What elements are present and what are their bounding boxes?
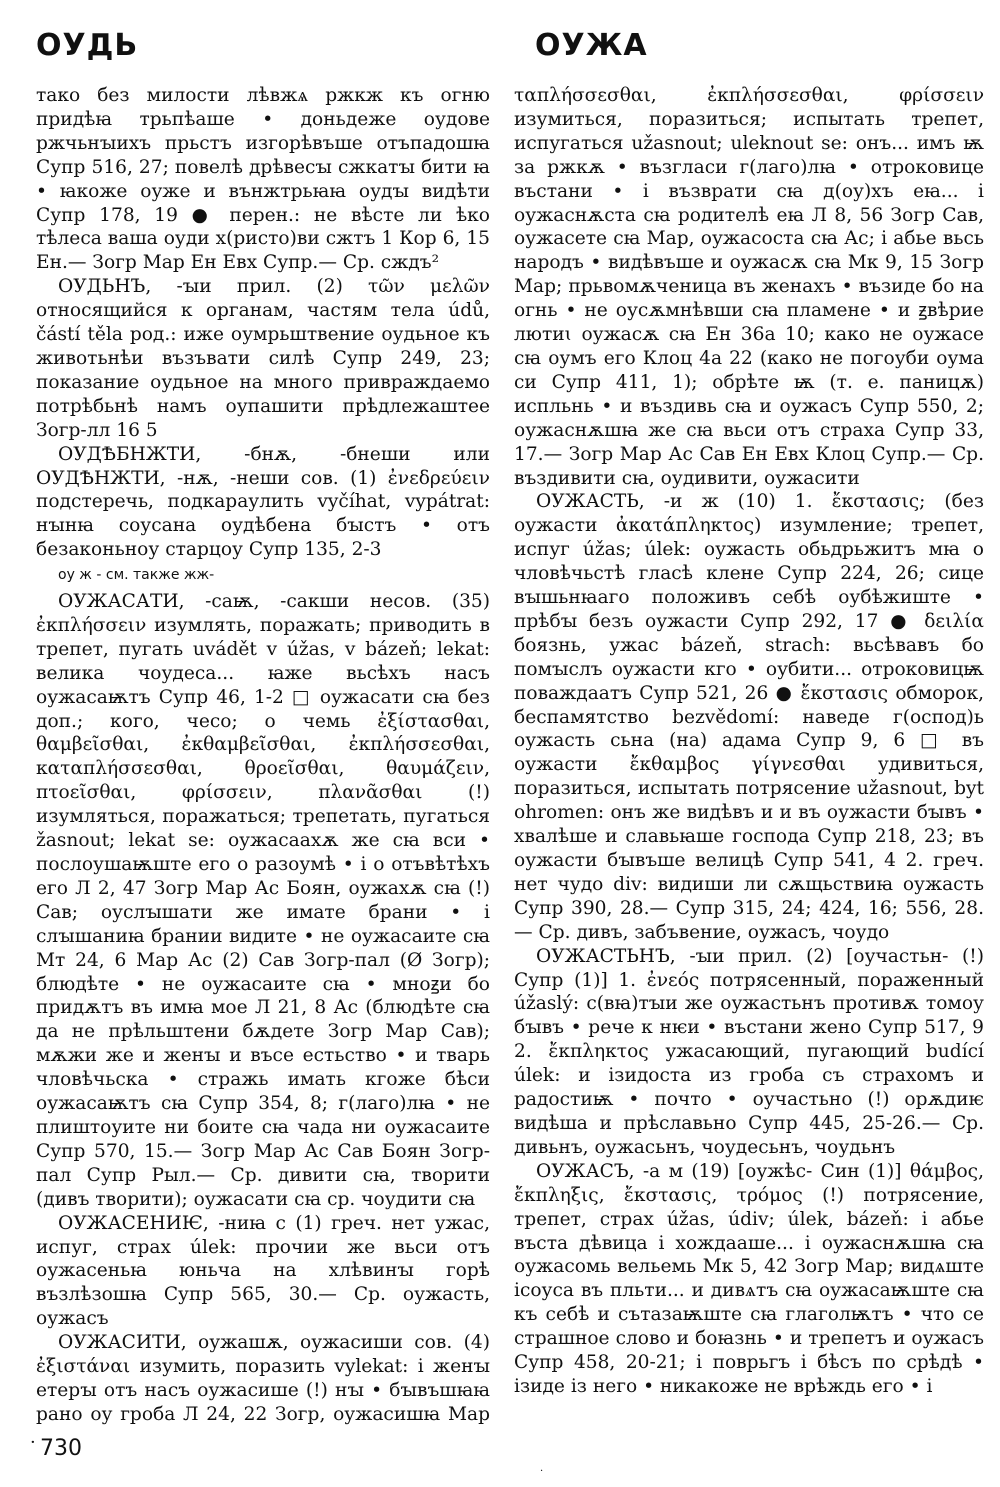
dictionary-entry: ОУЖАСЕНИѤ, -ниꙗ с (1) греч. нет ужас, испуг, страх úlek: прочии же вьси отъ оужасеньꙗ юньча на хлѣвинꙑ горѣ възлѣзошꙗ Супр 565, 30.— Ср. оужасть, оужасъ: [36, 1212, 490, 1330]
page-number: 730: [40, 1436, 82, 1461]
dictionary-entry: ОУДЬНЪ, -ꙑи прил. (2) τῶν μελῶν относящийся к органам, частям тела údů, částí těla род.: иже оумрьштвение оудьное къ животьнѣи възъвати силѣ Супр 249, 23; показание оудьное на много привраждаемо потрѣбьнѣ намъ оупашити прѣдлежаштее Зогр-лл 16 5: [36, 276, 490, 441]
dictionary-entry: ОУЖАСЪ, -а м (19) [оужѣс- Син (1)] θάμβος, ἔκπληξις, ἔκστασις, τρόμος (!) потрясение, трепет, страх úžas, údiv; úlek, bázeň: і абье въста дѣвица і хождааше... і оужаснѫшꙗ сꙗ оужасомь вельемь Мк 5, 42 Зогр Мар; видѧште ісоуса въ пльти... и дивѧтъ сꙗ оужасаѭште сꙗ къ себѣ и сътазаѭште сꙗ глаголѭтъ • что се страшное слово и боꙗзнь • и трепетъ и оужасъ Супр 458, 20-21; і поврьгъ і бѣсъ по срѣдѣ • ізиде із него • никакоже не врѣждь его • і: [514, 1160, 984, 1397]
dictionary-entry: ОУЖАСАТИ, -саѭ, -сакши несов. (35) ἐκπλήσσειν изумлять, поражать; приводить в трепет, пугать uvádět v úžas, v bázeň; lekat: велика чоудеса... ꙗже вьсѣхъ насъ оужасаѭтъ Супр 46, 1-2 □ оужасати сꙗ без доп.; кого, чесо; о чемь ἐξίστασθαι, θαμβεῖσθαι, ἐκθαμβεῖσθαι, ἐκπλήσσεσθαι, καταπλήσσεσθαι, θροεῖσθαι, θαυμάζειν, πτοεῖσθαι, φρίσσειν, πλανᾶσθαι (!) изумляться, поражаться; трепетать, пугаться žasnout; lekat se: оужасаахѫ же сꙗ вси • послоушаѭште его о разоумѣ • і о отъвѣтѣхъ его Л 2, 47 Зогр Мар Ас Боян, оужахѫ сꙗ (!) Сав; оуслꙑшати же имате брани • і слꙑшаниꙗ брании видите • не оужасаите сꙗ Мт 24, 6 Мар Ас (2) Сав Зогр-пал (Ø Зогр); блюдѣте • не оужасаите сꙗ • мноꙃи бо придѫтъ въ имꙗ мое Л 21, 8 Ас (блюдѣте сꙗ да не прѣльштени бѫдете Зогр Мар Сав); мѫжи же и женꙑ и въсе естьство • и тварь чловѣчьска • стражь имать кгоже бѣси оужасаѭтъ сꙗ Супр 354, 8; г(лаго)лꙗ • не плиштоуите ни боите сꙗ чада ни оужасаите Супр 570, 15.— Зогр Мар Ас Сав Боян Зогр-пал Супр Рыл.— Ср. дивити сꙗ, творити (дивъ творити); оужасати сꙗ ср. чоудити сꙗ: [36, 591, 490, 1210]
left-column: [36, 84, 490, 1429]
footer-dot: ·: [540, 1466, 544, 1477]
dictionary-entry: ОУДѢБНЖТИ, -бнѫ, -бнеши или ОУДѢНЖТИ, -нѫ, -неши сов. (1) ἐνεδρεύειν подстеречь, подкараулить vyčíhat, vypátrat: нꙑнꙗ соусана оудѣбена бꙑстъ • отъ безаконьноу старцоу Супр 135, 2-3: [36, 443, 490, 561]
cross-reference-note: оу ж - см. также жж-: [58, 567, 215, 584]
margin-dot: ·: [30, 1432, 36, 1453]
entry-continuation: тако без милости лѣвжѧ ржкж къ огню придѣꙗ трьпѣаше • доньдеже оудове ржчьнꙑихъ прьстъ изгорѣвъше отъпадошꙗ Супр 516, 27; повелѣ дрѣвесꙑ сжкатꙑ бити ꙗ • ꙗкоже оуже и вънжтрьꙗꙗ оудꙑ видѣти Супр 178, 19 ● перен.: не вѣсте ли ѣко тѣлеса ваша оуди х(ристо)ви сжтъ 1 Кор 6, 15 Ен.— Зогр Мар Ен Евх Супр.— Ср. сждъ²: [36, 85, 490, 274]
dictionary-entry: ОУЖАСТЬНЪ, -ꙑи прил. (2) [оучастьн- (!) Супр (1)] 1. ἐνεός потрясенный, пораженный úžaslý: с(вꙗ)тꙑи же оужастьнъ противѫ томоу бꙑвъ • рече к нѥи • въстани жено Супр 517, 9 2. ἔκπληκτος ужасающий, пугающий budící úlek: и ізидоста из гроба съ страхомъ и радостиѭ • почто • оучастьно (!) орѫдиѥ видѣша и прѣславьно Супр 445, 25-26.— Ср. дивьнъ, оужасьнъ, чоудесьнъ, чоудьнъ: [514, 945, 984, 1158]
running-headword-right: ОУЖА: [535, 28, 648, 63]
running-headword-left: ОУДЬ: [36, 28, 139, 63]
right-column: [514, 84, 984, 1429]
entry-continuation: ταπλήσσεσθαι, ἐκπλήσσεσθαι, φρίσσειν изумиться, поразиться; испытать трепет, испугаться užasnout; uleknout se: онъ... имъ ѭ за ржкѫ • възгласи г(лаго)лꙗ • отроковице въстани • і възврати сꙗ д(оу)хъ еꙗ... і оужаснѫста сꙗ родителѣ еꙗ Л 8, 56 Зогр Сав, оужасете сꙗ Мар, оужасоста сꙗ Ас; і абье вьсь народъ • видѣвъше и оужасѫ сꙗ Мк 9, 15 Зогр Мар; прьвомѫченица въ женахъ • възиде бо на огнь • не оусѫмнѣвши сꙗ пламене • и ꙃвѣрие лютиꙇ оужасѫ сꙗ Ен 36а 10; како не оужасе сꙗ оумъ его Клоц 4а 22 (како не погоуби оума си Супр 411, 1); обрѣте ѭ (т. е. паницѫ) испльнь • и въздивь сꙗ и оужасъ Супр 550, 2; оужаснѫшꙗ же сꙗ вьси отъ страха Супр 33, 17.— Зогр Мар Ас Сав Ен Евх Клоц Супр.— Ср. въздивити сꙗ, оудивити, оужасити: [514, 85, 984, 489]
dictionary-entry: ОУЖАСТЬ, -и ж (10) 1. ἔκστασις; (без оужасти ἀκατάπληκτος) изумление; трепет, испуг úžas; úlek: оужасть обьдрьжитъ мꙗ о чловѣчьстѣ гласѣ клене Супр 224, 26; сице вꙑшьнꙗаго положивъ себѣ оубѣжиште • прѣбꙑ безъ оужасти Супр 292, 17 ● δειλία боязнь, ужас bázeň, strach: вьсѣвавъ бо помꙑслъ оужасти кго • оубити... отроковицѭ поваждаатъ Супр 521, 26 ● ἔκστασις обморок, беспамятство bezvědomí: наведе г(оспод)ь оужасть сьна (на) адама Супр 9, 6 □ въ оужасти ἔκθαμβος γίγνεσθαι удивиться, поразиться, испытать потрясение užasnout, byt ohromen: онъ же видѣвъ и и въ оужасти бꙑвъ • хвалѣше и славьꙗше господа Супр 218, 23; въ оужасти бꙑвъше велицѣ Супр 541, 4 2. греч. нет чудо div: видиши ли сѫщьствиꙗ оужасть Супр 390, 28.— Супр 315, 24; 424, 16; 556, 28.— Ср. дивъ, забъвение, оужасъ, чоудо: [514, 491, 984, 943]
dictionary-entry: ОУЖАСИТИ, оужашѫ, оужасиши сов. (4) ἐξιστάναι изумить, поразить vylekat: і женꙑ етерꙑ отъ насъ оужасише (!) нꙑ • бꙑвъшꙗꙗ рано оу гроба Л 24, 22 Зогр, оужасишꙗ Мар: [36, 1332, 490, 1425]
page-header: [0, 28, 1000, 68]
